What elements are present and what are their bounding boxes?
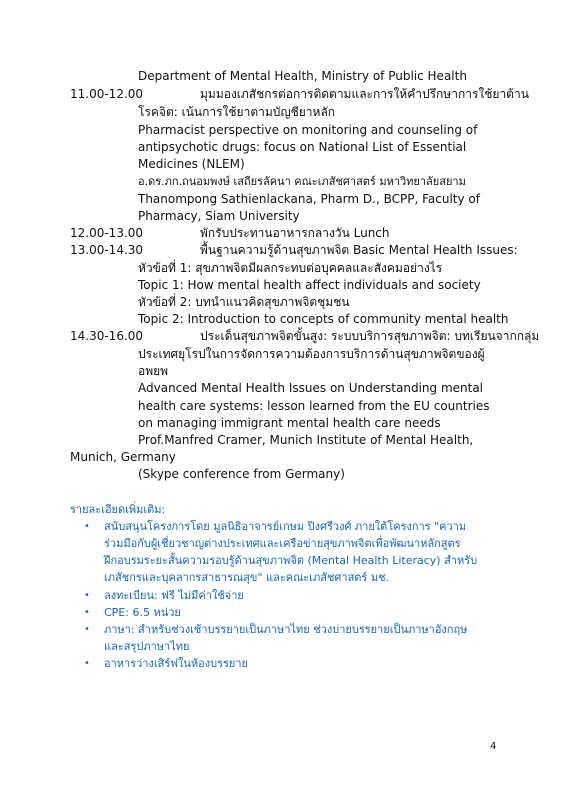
time-slot: 11.00-12.00 bbox=[70, 87, 144, 101]
time-slot: 12.00-13.00 bbox=[70, 226, 144, 240]
page-number: 4 bbox=[490, 741, 497, 752]
bullet-icon: • bbox=[84, 521, 90, 532]
bullet-icon: • bbox=[84, 624, 90, 635]
bullet-icon: • bbox=[84, 607, 90, 618]
time-slot: 13.00-14.30 bbox=[70, 243, 144, 257]
bullet-icon: • bbox=[84, 590, 90, 601]
time-slot: 14.30-16.00 bbox=[70, 329, 144, 343]
bullet-icon: • bbox=[84, 658, 90, 669]
